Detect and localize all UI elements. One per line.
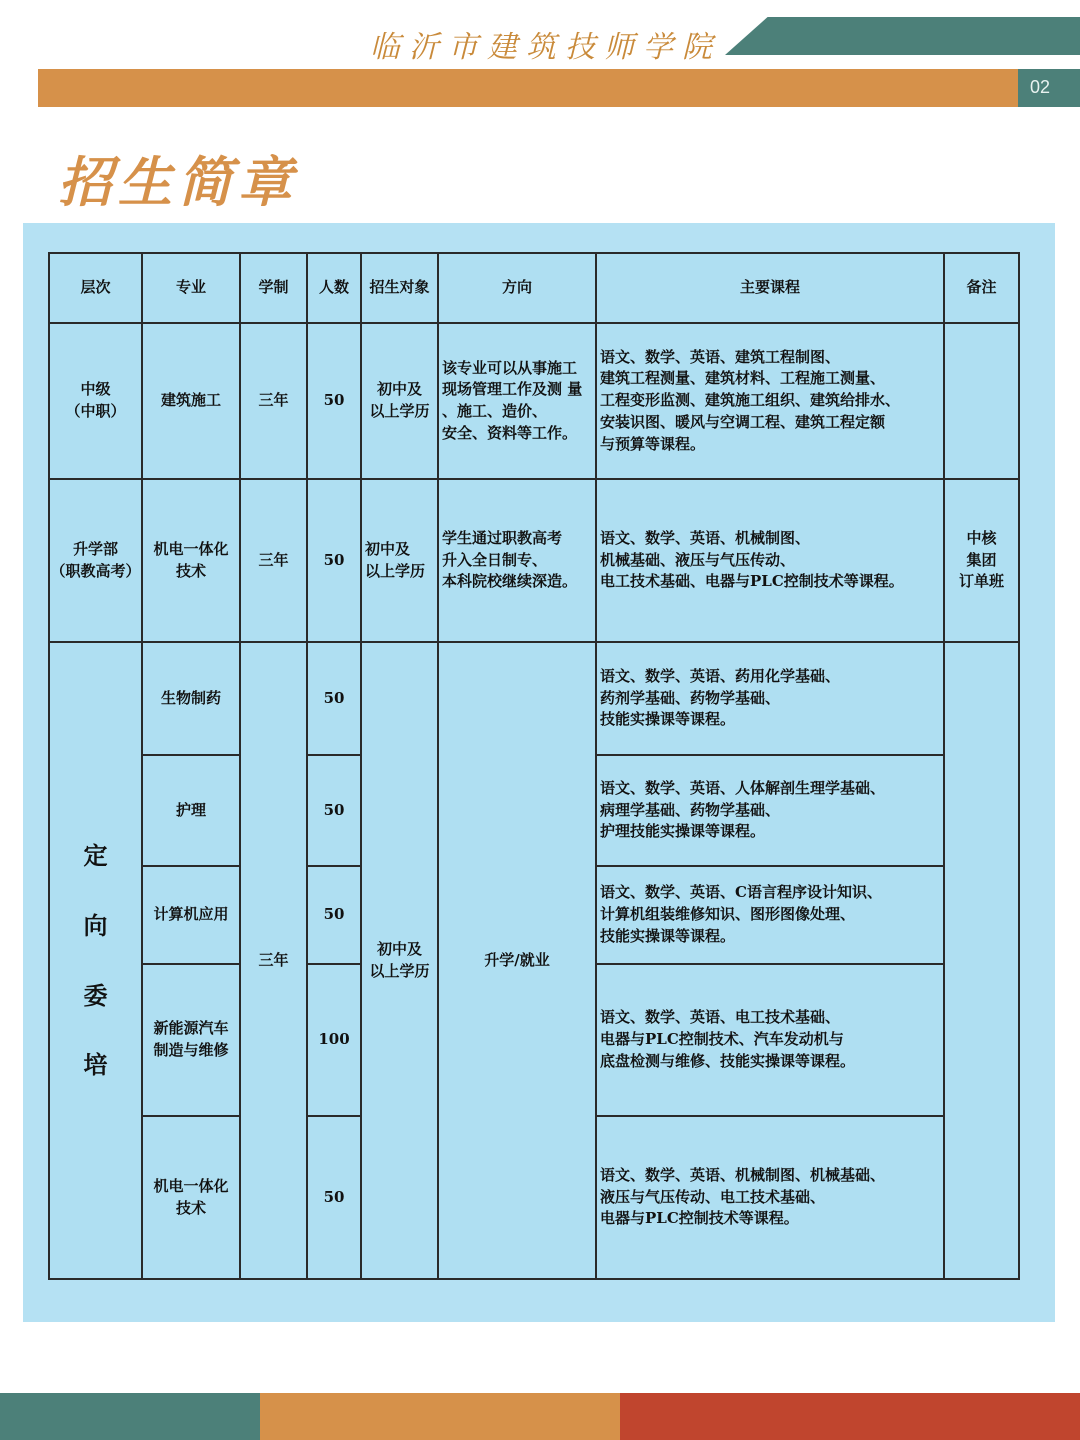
major-cell: 建筑施工 — [142, 323, 240, 479]
courses-cell: 语文、数学、英语、电工技术基础、 电器与PLC控制技术、汽车发动机与 底盘检测与维修、技能实操课等课程。 — [596, 964, 944, 1116]
header-row — [49, 253, 1019, 323]
major-cell: 计算机应用 — [142, 866, 240, 964]
count-cell: 100 — [307, 964, 361, 1116]
years-cell: 三年 — [240, 323, 307, 479]
header-cell: 招生对象 — [361, 253, 438, 323]
level-cell: 定 向 委 培 — [49, 642, 142, 1279]
target-cell: 初中及 以上学历 — [361, 323, 438, 479]
courses-cell: 语文、数学、英语、药用化学基础、 药剂学基础、药物学基础、 技能实操课等课程。 — [596, 642, 944, 755]
note-cell — [944, 323, 1019, 479]
courses-cell: 语文、数学、英语、人体解剖生理学基础、 病理学基础、药物学基础、 护理技能实操课等课程。 — [596, 755, 944, 866]
major-cell: 机电一体化 技术 — [142, 479, 240, 642]
header-orange-bar — [38, 69, 1018, 107]
count-cell: 50 — [307, 479, 361, 642]
count-cell: 50 — [307, 866, 361, 964]
header-cell: 学制 — [240, 253, 307, 323]
major-cell: 生物制药 — [142, 642, 240, 755]
target-cell: 初中及 以上学历 — [361, 642, 438, 1279]
header-cell: 方向 — [438, 253, 596, 323]
note-cell: 中核 集团 订单班 — [944, 479, 1019, 642]
header-cell: 主要课程 — [596, 253, 944, 323]
header-cell: 层次 — [49, 253, 142, 323]
level-cell: 升学部 （职教高考） — [49, 479, 142, 642]
enrollment-table — [48, 252, 1020, 1280]
page-title: 招生简章 — [58, 151, 298, 214]
courses-cell: 语文、数学、英语、机械制图、 机械基础、液压与气压传动、 电工技术基础、电器与PLC控制技术等课程。 — [596, 479, 944, 642]
major-cell: 机电一体化 技术 — [142, 1116, 240, 1279]
years-cell: 三年 — [240, 479, 307, 642]
note-cell — [944, 642, 1019, 1279]
major-cell: 新能源汽车 制造与维修 — [142, 964, 240, 1116]
header-cell: 专业 — [142, 253, 240, 323]
count-cell: 50 — [307, 755, 361, 866]
major-cell: 护理 — [142, 755, 240, 866]
header-cell: 备注 — [944, 253, 1019, 323]
courses-cell: 语文、数学、英语、建筑工程制图、 建筑工程测量、建筑材料、工程施工测量、 工程变形监测、建筑施工组织、建筑给排水、 安装识图、暖风与空调工程、建筑工程定额 与预算等课程。 — [596, 323, 944, 479]
target-cell: 初中及 以上学历 — [361, 479, 438, 642]
count-cell: 50 — [307, 642, 361, 755]
level-cell: 中级 （中职） — [49, 323, 142, 479]
count-cell: 50 — [307, 323, 361, 479]
header-teal-band — [725, 17, 1080, 55]
courses-cell: 语文、数学、英语、C语言程序设计知识、 计算机组装维修知识、图形图像处理、 技能实操课等课程。 — [596, 866, 944, 964]
count-cell: 50 — [307, 1116, 361, 1279]
table-row — [49, 323, 1019, 479]
page-number: 02 — [1018, 69, 1080, 107]
direction-cell: 升学/就业 — [438, 642, 596, 1279]
header-cell: 人数 — [307, 253, 361, 323]
table-row — [49, 479, 1019, 642]
courses-cell: 语文、数学、英语、机械制图、机械基础、 液压与气压传动、电工技术基础、 电器与PLC控制技术等课程。 — [596, 1116, 944, 1279]
footer-orange-bar — [260, 1393, 620, 1440]
footer-red-bar — [620, 1393, 1080, 1440]
direction-cell: 学生通过职教高考 升入全日制专、 本科院校继续深造。 — [438, 479, 596, 642]
table-row — [49, 642, 1019, 755]
footer-teal-bar — [0, 1393, 260, 1440]
direction-cell: 该专业可以从事施工 现场管理工作及测 量 、施工、造价、 安全、资料等工作。 — [438, 323, 596, 479]
years-cell: 三年 — [240, 642, 307, 1279]
school-name: 临沂市建筑技师学院 — [370, 30, 721, 65]
